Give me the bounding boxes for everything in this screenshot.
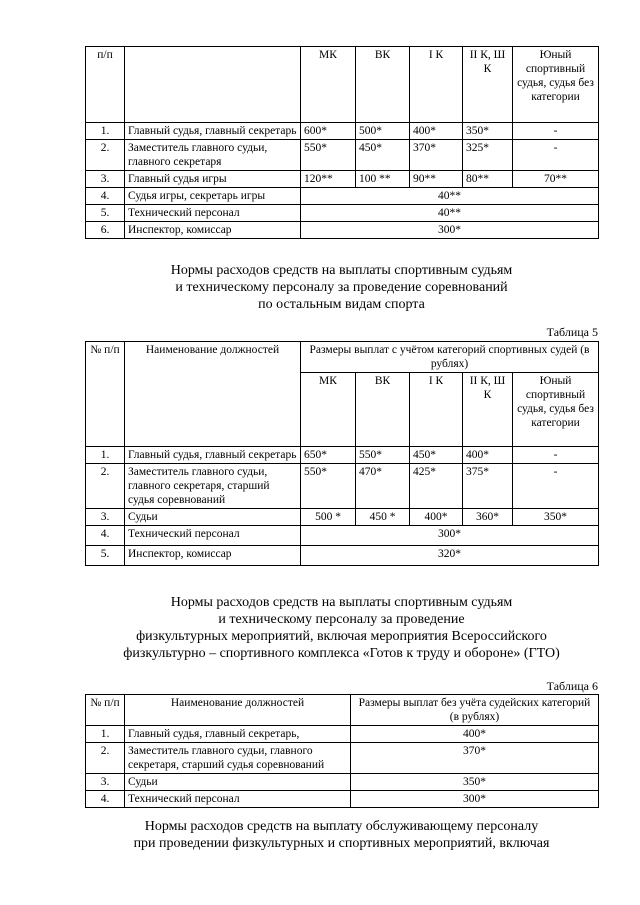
cell-value: 300* <box>351 791 599 808</box>
cell-mk: 650* <box>301 447 356 464</box>
cell-mk: 550* <box>301 140 356 171</box>
heading-line: по остальным видам спорта <box>258 297 425 312</box>
heading-line: и техническому персоналу за проведение соревнований <box>175 280 508 295</box>
table-row <box>86 140 599 171</box>
cell-merged-value: 40** <box>301 188 599 205</box>
table-header-row <box>86 47 599 123</box>
cell-k23: 360* <box>463 509 513 526</box>
cell-young: - <box>513 447 599 464</box>
table-row <box>86 464 599 509</box>
row-number: 1. <box>86 447 125 464</box>
header-sizes: Размеры выплат без учёта судейских категорий (в рублях) <box>351 695 599 726</box>
heading-line: Нормы расходов средств на выплату обслуживающему персоналу <box>144 819 539 834</box>
row-name: Инспектор, комиссар <box>125 546 301 566</box>
cell-k1: 450* <box>410 447 463 464</box>
cell-merged-value: 320* <box>301 546 599 566</box>
header-no: № п/п <box>86 342 125 447</box>
cell-vk: 500* <box>356 123 410 140</box>
table-row <box>86 222 599 239</box>
cell-vk: 470* <box>356 464 410 509</box>
cell-k1: 370* <box>410 140 463 171</box>
cell-k23: 80** <box>463 171 513 188</box>
heading-line: Нормы расходов средств на выплаты спортивным судьям <box>170 263 513 278</box>
table-row <box>86 546 599 566</box>
row-name: Главный судья игры <box>125 171 301 188</box>
cell-young: 70** <box>513 171 599 188</box>
header-k23: II К, Ш К <box>463 373 513 447</box>
header-mk: МК <box>301 47 356 123</box>
cell-young: 350* <box>513 509 599 526</box>
cell-k23: 325* <box>463 140 513 171</box>
row-number: 4. <box>86 791 125 808</box>
row-name: Технический персонал <box>125 526 301 546</box>
table-5 <box>85 341 599 566</box>
row-number: 5. <box>86 205 125 222</box>
header-k1: I К <box>410 47 463 123</box>
cell-young: - <box>513 123 599 140</box>
cell-mk: 500 * <box>301 509 356 526</box>
cell-k1: 400* <box>410 123 463 140</box>
row-name: Судья игры, секретарь игры <box>125 188 301 205</box>
table-header-row <box>86 695 599 726</box>
row-name: Заместитель главного судьи, главного секретаря, старший судья соревнований <box>125 464 301 509</box>
cell-k1: 425* <box>410 464 463 509</box>
table-6 <box>85 694 599 808</box>
cell-k23: 350* <box>463 123 513 140</box>
header-sizes: Размеры выплат с учётом категорий спортивных судей (в рублях) <box>301 342 599 373</box>
cell-vk: 550* <box>356 447 410 464</box>
cell-value: 400* <box>351 726 599 743</box>
cell-vk: 450* <box>356 140 410 171</box>
cell-young: - <box>513 140 599 171</box>
cell-vk: 100 ** <box>356 171 410 188</box>
cell-mk: 600* <box>301 123 356 140</box>
row-number: 1. <box>86 726 125 743</box>
table-row <box>86 188 599 205</box>
row-name: Заместитель главного судьи, главного секретаря <box>125 140 301 171</box>
row-name: Технический персонал <box>125 205 301 222</box>
cell-young: - <box>513 464 599 509</box>
row-name: Главный судья, главный секретарь, <box>125 726 351 743</box>
heading-line: физкультурных мероприятий, включая мероприятия Всероссийского <box>136 629 547 644</box>
header-vk: ВК <box>356 373 410 447</box>
cell-value: 350* <box>351 774 599 791</box>
cell-k23: 400* <box>463 447 513 464</box>
header-k23: II К, Ш К <box>463 47 513 123</box>
section-heading-6 <box>85 594 598 662</box>
row-name: Судьи <box>125 509 301 526</box>
table-5-label: Таблица 5 <box>546 325 598 339</box>
row-number: 3. <box>86 171 125 188</box>
cell-vk: 450 * <box>356 509 410 526</box>
header-young: Юный спортивный судья, судья без категории <box>513 47 599 123</box>
cell-value: 370* <box>351 743 599 774</box>
heading-line: физкультурно – спортивного комплекса «Готов к труду и обороне» (ГТО) <box>123 646 560 661</box>
table-row <box>86 205 599 222</box>
header-young: Юный спортивный судья, судья без категории <box>513 373 599 447</box>
header-k1: I К <box>410 373 463 447</box>
row-name: Главный судья, главный секретарь <box>125 123 301 140</box>
table-row <box>86 447 599 464</box>
header-no: № п/п <box>86 695 125 726</box>
header-name <box>125 47 301 123</box>
table-6-label: Таблица 6 <box>546 679 598 693</box>
header-vk: ВК <box>356 47 410 123</box>
row-number: 5. <box>86 546 125 566</box>
row-name: Технический персонал <box>125 791 351 808</box>
row-name: Инспектор, комиссар <box>125 222 301 239</box>
section-heading-5 <box>85 262 598 313</box>
table-header-row <box>86 342 599 373</box>
heading-line: при проведении физкультурных и спортивных мероприятий, включая <box>133 836 550 851</box>
cell-k1: 90** <box>410 171 463 188</box>
row-number: 6. <box>86 222 125 239</box>
row-number: 1. <box>86 123 125 140</box>
table-row <box>86 171 599 188</box>
row-number: 2. <box>86 464 125 509</box>
cell-k23: 375* <box>463 464 513 509</box>
row-number: 3. <box>86 509 125 526</box>
section-heading-7 <box>85 818 598 852</box>
row-number: 2. <box>86 140 125 171</box>
cell-mk: 550* <box>301 464 356 509</box>
header-pp: п/п <box>86 47 125 123</box>
row-number: 4. <box>86 188 125 205</box>
cell-mk: 120** <box>301 171 356 188</box>
table-row <box>86 726 599 743</box>
table-4 <box>85 46 599 239</box>
table-row <box>86 774 599 791</box>
row-name: Судьи <box>125 774 351 791</box>
table-row <box>86 526 599 546</box>
table-row <box>86 743 599 774</box>
table-row <box>86 123 599 140</box>
table-row <box>86 791 599 808</box>
cell-merged-value: 300* <box>301 526 599 546</box>
row-name: Заместитель главного судьи, главного секретаря, старший судья соревнований <box>125 743 351 774</box>
heading-line: Нормы расходов средств на выплаты спортивным судьям <box>170 595 513 610</box>
cell-merged-value: 300* <box>301 222 599 239</box>
heading-line: и техническому персоналу за проведение <box>218 612 465 627</box>
row-number: 3. <box>86 774 125 791</box>
cell-k1: 400* <box>410 509 463 526</box>
cell-merged-value: 40** <box>301 205 599 222</box>
header-name: Наименование должностей <box>125 342 301 447</box>
row-name: Главный судья, главный секретарь <box>125 447 301 464</box>
row-number: 2. <box>86 743 125 774</box>
row-number: 4. <box>86 526 125 546</box>
table-row <box>86 509 599 526</box>
header-name: Наименование должностей <box>125 695 351 726</box>
header-mk: МК <box>301 373 356 447</box>
